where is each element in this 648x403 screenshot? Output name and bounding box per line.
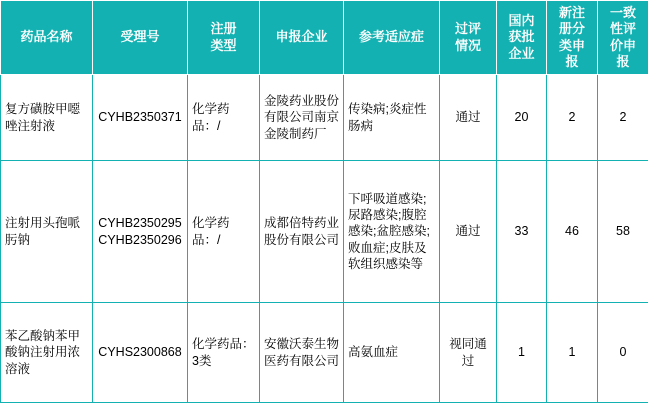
cell-indication: 下呼吸道感染;尿路感染;腹腔感染;盆腔感染;败血症;皮肤及软组织感染等 xyxy=(344,161,440,303)
cell-domestic-approved: 1 xyxy=(497,303,547,403)
cell-acceptance-no xyxy=(93,303,188,403)
header-review-status xyxy=(440,1,497,75)
cell-consistency-evaluation: 0 xyxy=(598,303,648,403)
cell-domestic-approved: 20 xyxy=(497,75,547,161)
cell-registration-type: 化学药品：3类 xyxy=(188,303,260,403)
cell-company: 安徽沃泰生物医药有限公司 xyxy=(260,303,344,403)
header-consistency-line3: 价申 xyxy=(601,38,645,54)
header-acceptance-no: 受理号 xyxy=(93,1,188,75)
header-consistency-line2: 性评 xyxy=(601,21,645,37)
cell-drug-name: 复方磺胺甲噁唑注射液 xyxy=(1,75,93,161)
header-indication: 参考适应症 xyxy=(344,1,440,75)
header-new-registration-line2: 册分 xyxy=(550,21,594,37)
acceptance-no-primary: CYHB2350295 xyxy=(97,215,183,231)
cell-indication: 高氨血症 xyxy=(344,303,440,403)
header-registration-type-line1: 注册 xyxy=(191,21,256,37)
header-review-status-line1: 过评 xyxy=(443,21,493,37)
cell-registration-type: 化学药品：/ xyxy=(188,161,260,303)
cell-consistency-evaluation: 2 xyxy=(598,75,648,161)
cell-review-status: 通过 xyxy=(440,75,497,161)
header-new-registration-line1: 新注 xyxy=(550,5,594,21)
header-review-status-line2: 情况 xyxy=(443,38,493,54)
header-consistency-line1: 一致 xyxy=(601,5,645,21)
cell-new-registration: 1 xyxy=(547,303,598,403)
cell-indication: 传染病;炎症性肠病 xyxy=(344,75,440,161)
cell-acceptance-no xyxy=(93,75,188,161)
cell-review-status: 视同通过 xyxy=(440,303,497,403)
cell-drug-name: 注射用头孢哌肟钠 xyxy=(1,161,93,303)
header-registration-type-line2: 类型 xyxy=(191,38,256,54)
header-new-registration-line3: 类申 xyxy=(550,38,594,54)
cell-domestic-approved: 33 xyxy=(497,161,547,303)
header-new-registration xyxy=(547,1,598,75)
header-consistency-line4: 报 xyxy=(601,54,645,70)
header-domestic-approved xyxy=(497,1,547,75)
cell-drug-name: 苯乙酸钠苯甲酸钠注射用浓溶液 xyxy=(1,303,93,403)
cell-new-registration: 2 xyxy=(547,75,598,161)
cell-company: 金陵药业股份有限公司南京金陵制药厂 xyxy=(260,75,344,161)
table-header-row xyxy=(1,1,648,75)
header-domestic-approved-line1: 国内 xyxy=(500,13,543,29)
cell-consistency-evaluation: 58 xyxy=(598,161,648,303)
cell-registration-type: 化学药品：/ xyxy=(188,75,260,161)
cell-new-registration: 46 xyxy=(547,161,598,303)
header-drug-name: 药品名称 xyxy=(1,1,93,75)
table-row xyxy=(1,303,648,403)
header-new-registration-line4: 报 xyxy=(550,54,594,70)
cell-acceptance-no xyxy=(93,161,188,303)
cell-company: 成都倍特药业股份有限公司 xyxy=(260,161,344,303)
acceptance-no-primary: CYHS2300868 xyxy=(97,344,183,360)
table-row xyxy=(1,161,648,303)
cell-review-status: 通过 xyxy=(440,161,497,303)
header-domestic-approved-line3: 企业 xyxy=(500,46,543,62)
header-consistency-evaluation xyxy=(598,1,648,75)
acceptance-no-secondary: CYHB2350296 xyxy=(97,232,183,248)
table-row xyxy=(1,75,648,161)
header-domestic-approved-line2: 获批 xyxy=(500,29,543,45)
header-registration-type xyxy=(188,1,260,75)
header-company: 申报企业 xyxy=(260,1,344,75)
acceptance-no-primary: CYHB2350371 xyxy=(97,109,183,125)
